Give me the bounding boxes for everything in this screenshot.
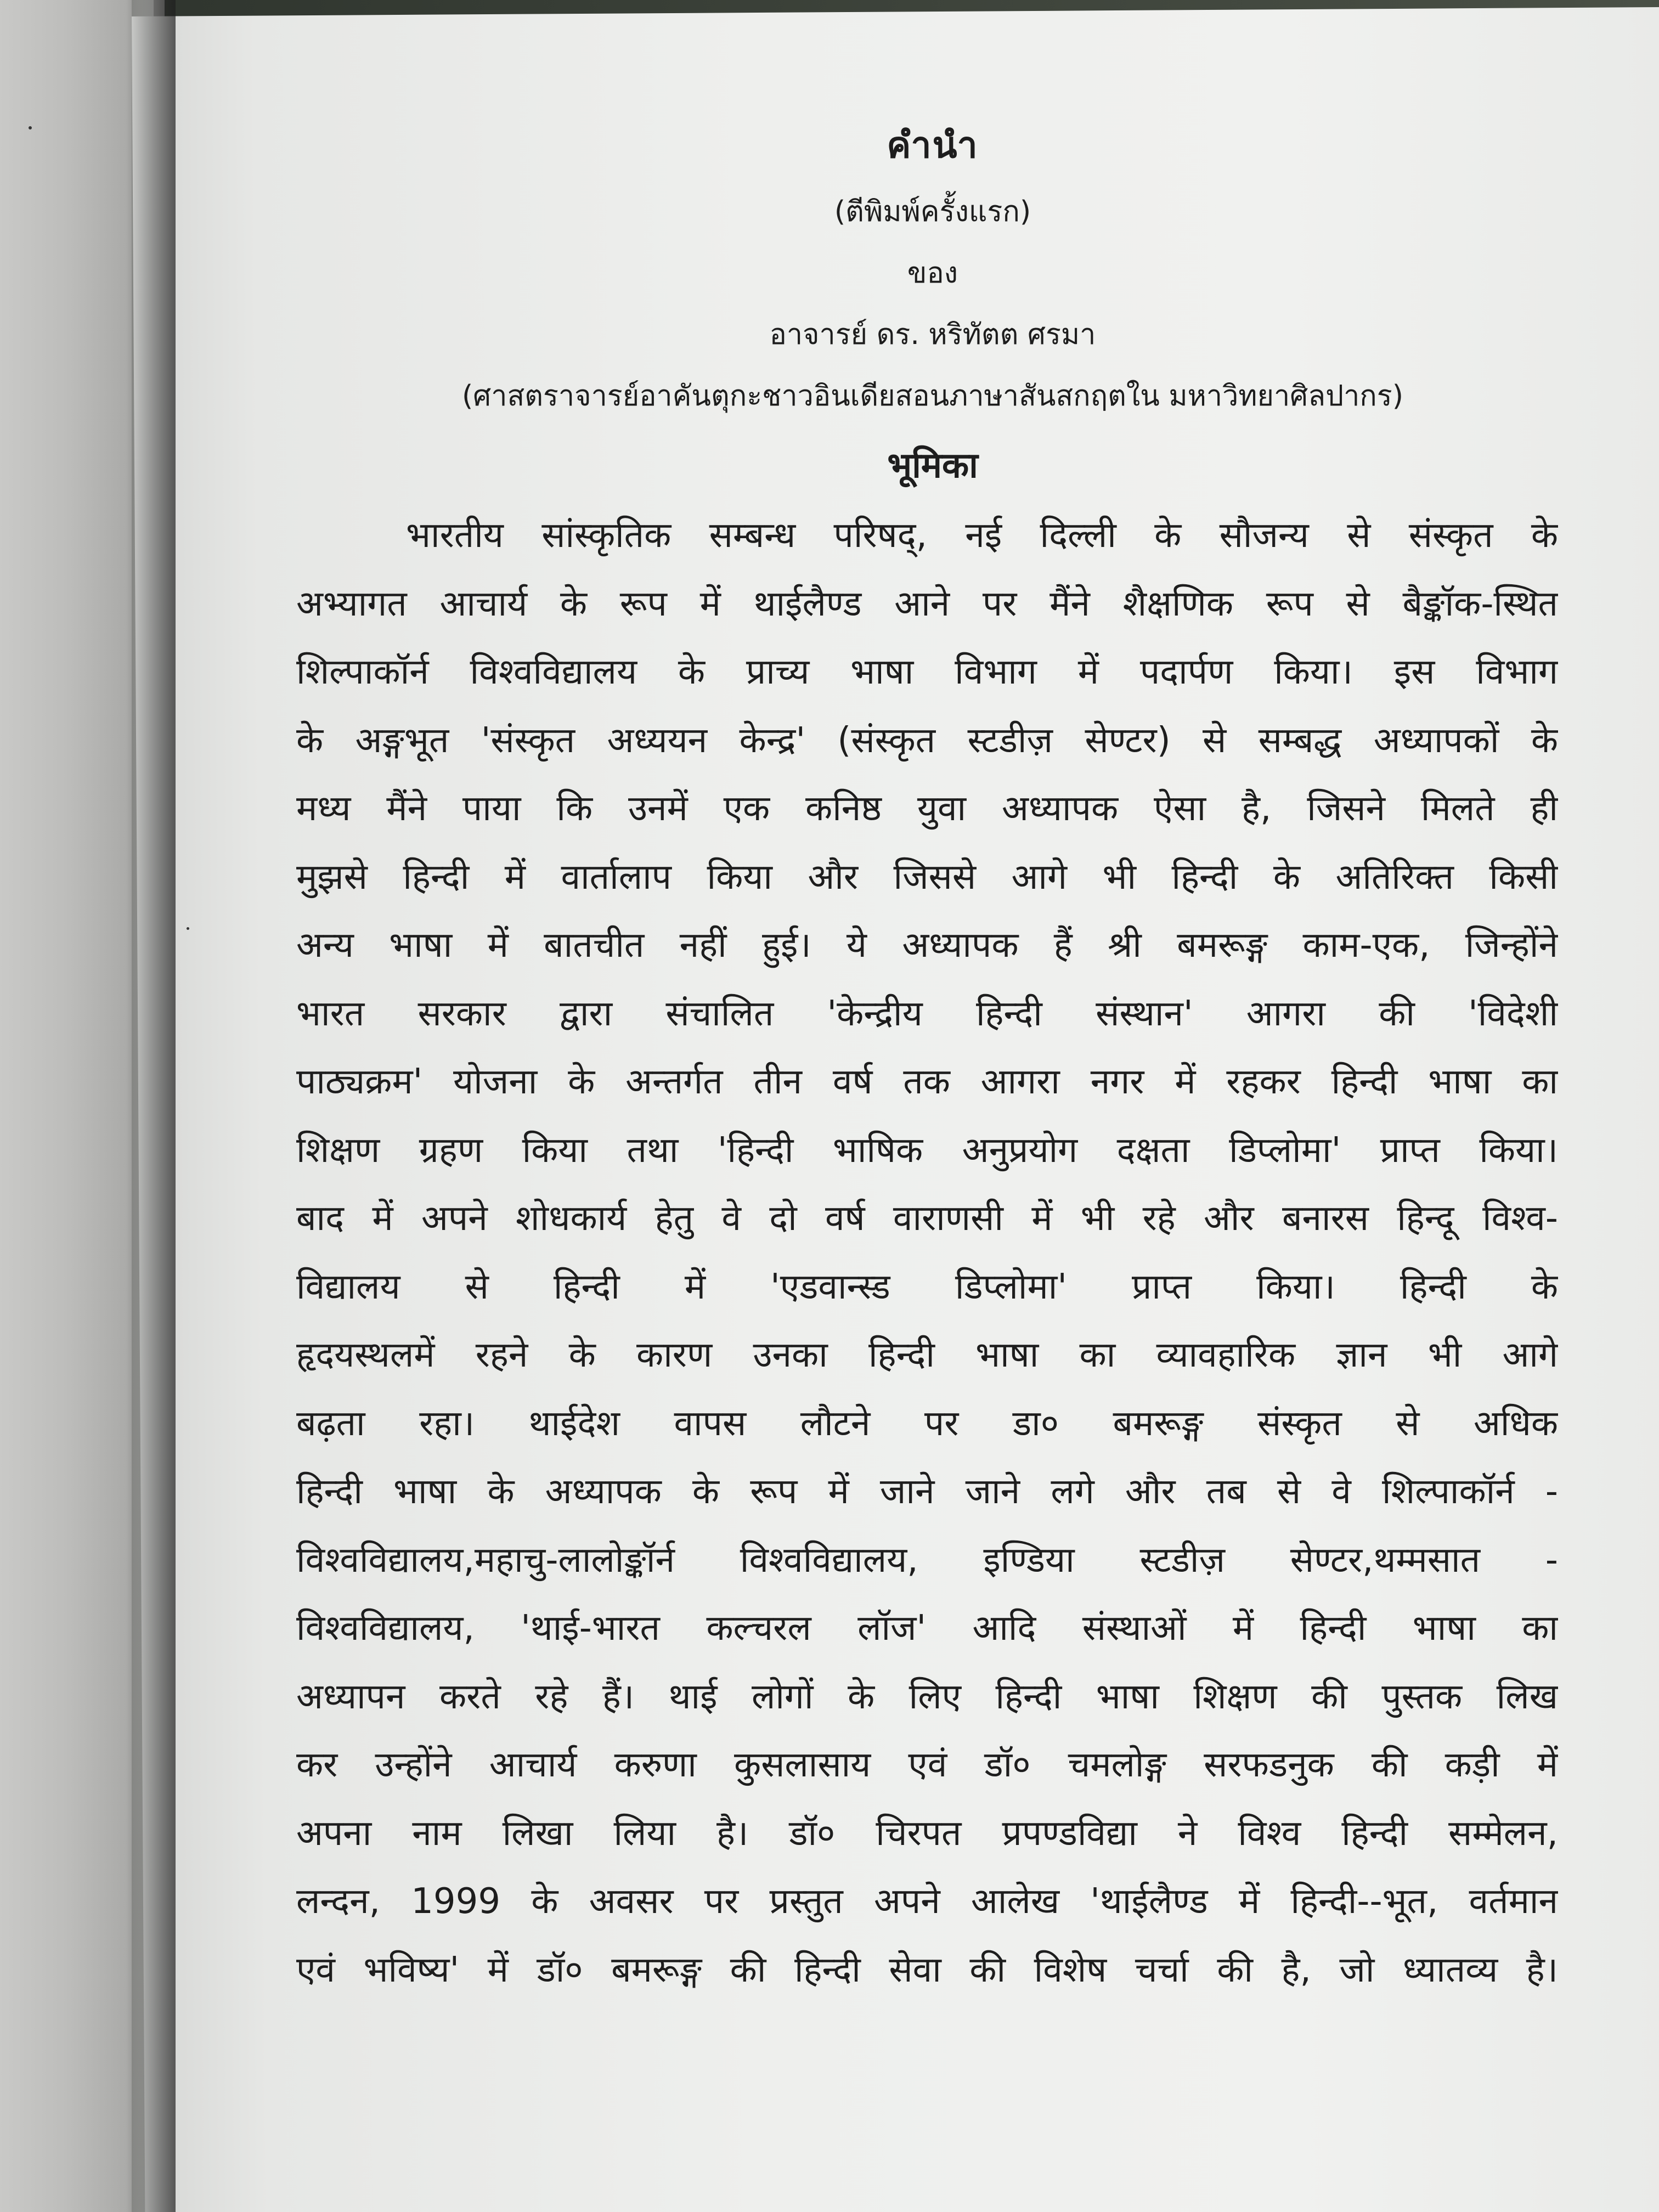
text-line: विश्वविद्यालय,महाचु-लालोङ्कॉर्न विश्वविद्यालय, इण्डिया स्टडीज़ सेण्टर,थम्मसात - [296,1539,1558,1581]
body-paragraph [296,501,1569,2004]
edition-note: (ตีพิมพ์ครั้งแรก) [834,195,1031,228]
text-line: बढ़ता रहा। थाईदेश वापस लौटने पर डा० बमरूङ्ग संस्कृत से अधिक [296,1403,1558,1444]
text-line: विश्वविद्यालय, 'थाई-भारत कल्चरल लॉज' आदि संस्थाओं में हिन्दी भाषा का [296,1608,1558,1649]
text-line: भारत सरकार द्वारा संचालित 'केन्द्रीय हिन्दी संस्थान' आगरा की 'विदेशी [296,993,1558,1034]
text-line: मुझसे हिन्दी में वार्तालाप किया और जिससे आगे भी हिन्दी के अतिरिक्त किसी [296,856,1558,898]
text-line: के अङ्गभूत 'संस्कृत अध्ययन केन्द्र' (संस्कृत स्टडीज़ सेण्टर) से सम्बद्ध अध्यापकों के [296,720,1558,761]
text-line: अभ्यागत आचार्य के रूप में थाईलैण्ड आने पर मैंने शैक्षणिक रूप से बैङ्कॉक-स्थित [296,583,1558,624]
section-title: भूमिका [887,445,978,486]
dust-speck [29,126,32,129]
dust-speck [187,927,189,930]
text-line: अध्यापन करते रहे हैं। थाई लोगों के लिए हिन्दी भाषा शिक्षण की पुस्तक लिख [296,1676,1558,1717]
text-line: बाद में अपने शोधकार्य हेतु वे दो वर्ष वाराणसी में भी रहे और बनारस हिन्दू विश्व- [296,1198,1558,1239]
gutter-shadow [126,0,176,2212]
text-line: शिल्पाकॉर्न विश्वविद्यालय के प्राच्य भाषा विभाग में पदार्पण किया। इस विभाग [296,652,1558,692]
text-line: शिक्षण ग्रहण किया तथा 'हिन्दी भाषिक अनुप्रयोग दक्षता डिप्लोमा' प्राप्त किया। [296,1130,1558,1171]
text-line: विद्यालय से हिन्दी में 'एडवान्स्ड डिप्लोमा' प्राप्त किया। हिन्दी के [296,1266,1558,1307]
text-line: मध्य मैंने पाया कि उनमें एक कनिष्ठ युवा अध्यापक ऐसा है, जिसने मिलते ही [296,788,1558,829]
text-line: हृदयस्थलमें रहने के कारण उनका हिन्दी भाषा का व्यावहारिक ज्ञान भी आगे [296,1335,1558,1375]
text-line: कर उन्होंने आचार्य करुणा कुसलासाय एवं डॉ० चमलोङ्ग सरफडनुक की कड़ी में [296,1745,1558,1785]
text-line: भारतीय सांस्कृतिक सम्बन्ध परिषद्, नई दिल्ली के सौजन्य से संस्कृत के [406,515,1558,556]
page-content [296,110,1569,2004]
of-label: ของ [907,257,958,290]
page-title: คำนำ [887,124,979,166]
text-line: पाठ्यक्रम' योजना के अन्तर्गत तीन वर्ष तक आगरा नगर में रहकर हिन्दी भाषा का [296,1062,1558,1102]
author-name: อาจารย์ ดร. หริทัตต ศรมา [769,318,1096,351]
text-line: अन्य भाषा में बातचीत नहीं हुई। ये अध्यापक हैं श्री बमरूङ्ग काम-एक, जिन्होंने [296,925,1558,966]
text-line: हिन्दी भाषा के अध्यापक के रूप में जाने जाने लगे और तब से वे शिल्पाकॉर्न - [296,1471,1558,1512]
preface-header [296,110,1569,427]
text-line: लन्दन, 1999 के अवसर पर प्रस्तुत अपने आलेख 'थाईलैण्ड में हिन्दी--भूत, वर्तमान [296,1881,1558,1922]
text-line: अपना नाम लिखा लिया है। डॉ० चिरपत प्रपण्डविद्या ने विश्व हिन्दी सम्मेलन, [296,1813,1558,1854]
text-line: एवं भविष्य' में डॉ० बमरूङ्ग की हिन्दी सेवा की विशेष चर्चा की है, जो ध्यातव्य है। [296,1949,1558,1990]
author-affiliation: (ศาสตราจารย์อาคันตุกะชาวอินเดียสอนภาษาสันสกฤตใน มหาวิทยาศิลปากร) [462,380,1403,413]
